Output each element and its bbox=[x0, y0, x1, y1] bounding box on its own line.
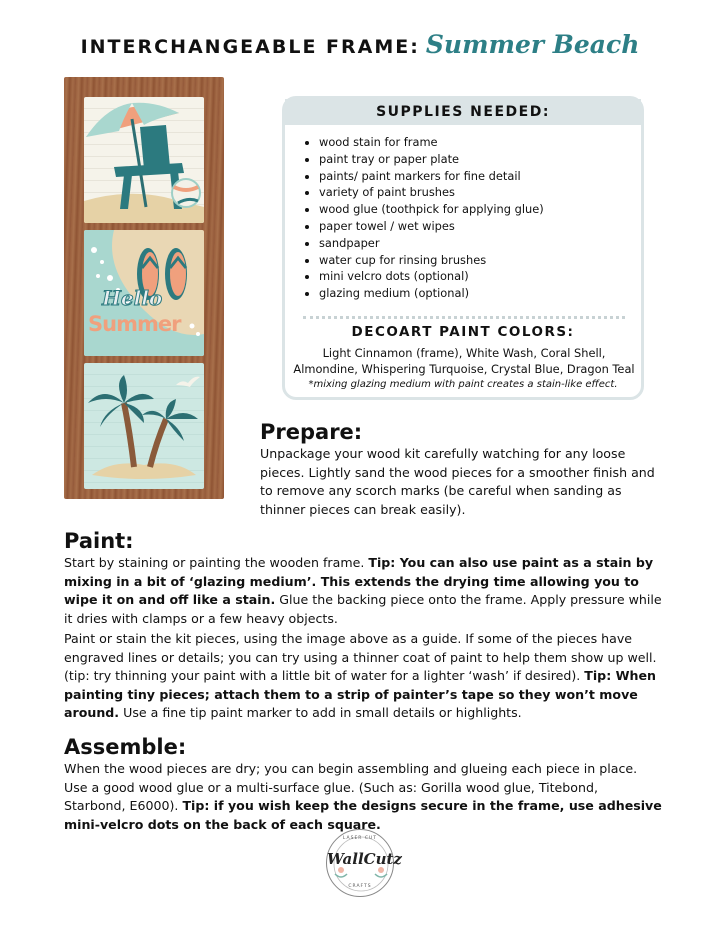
paint-colors-line-1: Light Cinnamon (frame), White Wash, Coral Shell, bbox=[322, 346, 606, 360]
paint-tip: Tip: You can also use paint as a stain by mixing in a bit of ‘glazing medium’. This extends the drying time allowing you to wipe it on and off like a stain. bbox=[64, 555, 654, 607]
paint-heading: Paint: bbox=[64, 529, 134, 553]
panel-text-hello: Hello bbox=[102, 286, 163, 310]
paint-paragraph-2 bbox=[64, 630, 662, 723]
list-item: • sandpaper bbox=[319, 235, 641, 252]
frame-illustration bbox=[64, 77, 224, 499]
title-script: Summer Beach bbox=[425, 30, 640, 59]
paint-colors-list bbox=[293, 345, 635, 377]
panel-text-summer: Summer bbox=[88, 312, 181, 336]
logo-ring-bottom: CRAFTS bbox=[348, 884, 372, 889]
paint-colors-heading: DECOART PAINT COLORS: bbox=[351, 324, 575, 340]
glazing-note: *mixing glazing medium with paint creates a stain-like effect. bbox=[308, 379, 618, 390]
paint-colors-line-2: Almondine, Whispering Turquoise, Crystal Blue, Dragon Teal bbox=[293, 362, 635, 376]
prepare-heading: Prepare: bbox=[260, 420, 363, 444]
paint-text: Start by staining or painting the wooden frame. bbox=[64, 555, 369, 570]
assemble-heading: Assemble: bbox=[64, 735, 187, 759]
beach-chair-panel bbox=[84, 97, 204, 223]
beach-chair-illustration bbox=[84, 97, 204, 223]
list-item: • paper towel / wet wipes bbox=[319, 218, 641, 235]
list-item: • wood stain for frame bbox=[319, 134, 641, 151]
page-title bbox=[0, 30, 720, 59]
list-item: • paints/ paint markers for fine detail bbox=[319, 168, 641, 185]
list-item: • wood glue (toothpick for applying glue) bbox=[319, 201, 641, 218]
paint-text: Paint or stain the kit pieces, using the image above as a guide. If some of the pieces have engraved lines or details; you can try using a thinner coat of paint to help them show up well. (tip: try thinning your paint with a little bit of water for a lighter ‘wash’ if desired). bbox=[64, 631, 657, 683]
assemble-paragraph bbox=[64, 760, 662, 834]
title-main: INTERCHANGEABLE FRAME: bbox=[80, 36, 420, 58]
palm-tree-panel bbox=[84, 363, 204, 489]
list-item: • mini velcro dots (optional) bbox=[319, 268, 641, 285]
hello-summer-panel bbox=[84, 230, 204, 356]
supplies-heading: SUPPLIES NEEDED: bbox=[285, 99, 641, 125]
paint-paragraph-1 bbox=[64, 554, 662, 628]
list-item: • paint tray or paper plate bbox=[319, 151, 641, 168]
palm-trees-illustration bbox=[84, 363, 204, 489]
prepare-body: Unpackage your wood kit carefully watching for any loose pieces. Lightly sand the wood pieces for a smoother finish and to remove any scorch marks (be careful when sanding as thinner pieces can break easily). bbox=[260, 446, 655, 517]
list-item: • water cup for rinsing brushes bbox=[319, 252, 641, 269]
list-item: • glazing medium (optional) bbox=[319, 285, 641, 302]
assemble-text: When the wood pieces are dry; you can begin assembling and glueing each piece in place. Use a good wood glue or a multi-surface glue. (Such as: Gorilla wood glue, Titebond, Starbond, E6000). bbox=[64, 761, 638, 813]
assemble-tip: Tip: if you wish keep the designs secure in the frame, use adhesive mini-velcro dots on the back of each square. bbox=[64, 798, 662, 832]
logo-name: WallCutz bbox=[327, 850, 402, 868]
paint-tip: Tip: When painting tiny pieces; attach them to a strip of painter’s tape so they won’t move around. bbox=[64, 668, 656, 720]
paint-text: Use a fine tip paint marker to add in small details or highlights. bbox=[119, 705, 522, 720]
list-item: • variety of paint brushes bbox=[319, 184, 641, 201]
wallcutz-logo bbox=[326, 829, 402, 897]
dotted-divider bbox=[303, 316, 625, 319]
supplies-box bbox=[282, 96, 644, 400]
supplies-list bbox=[285, 134, 641, 302]
logo-ring-top: LASER CUT bbox=[342, 836, 378, 841]
paint-text: Glue the backing piece onto the frame. Apply pressure while it dries with clamps or a few heavy objects. bbox=[64, 592, 662, 626]
